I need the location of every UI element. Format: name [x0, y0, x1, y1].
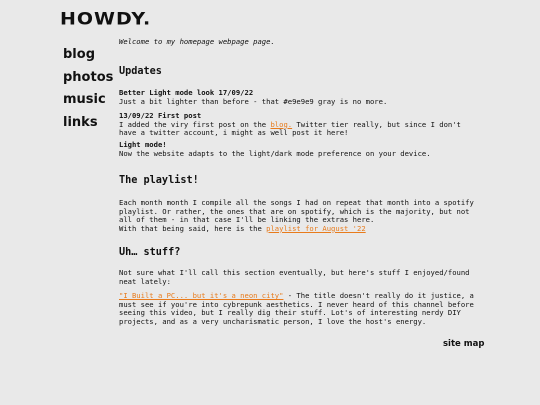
video-link[interactable]: "I Built a PC... but it's a neon city" [119, 291, 284, 300]
stuff-intro-text: Not sure what I'll call this section eventually, but here's stuff I enjoyed/found neat lately: [119, 268, 470, 286]
blog-link[interactable]: blog. [270, 119, 293, 129]
stuff-heading: Uh… stuff? [119, 247, 181, 258]
nav-link-links[interactable]: links [63, 114, 98, 130]
main-content [119, 37, 481, 326]
post-title: Better Light mode look 17/09/22 [119, 88, 254, 97]
playlist-heading: The playlist! [119, 175, 199, 186]
update-post [119, 89, 481, 106]
updates-heading: Updates [119, 66, 162, 77]
post-title: 13/09/22 First post [119, 111, 202, 120]
stuff-intro [119, 269, 481, 286]
stuff-item-text [119, 292, 481, 326]
post-title: Light mode! [119, 140, 167, 149]
playlist-section [119, 199, 481, 233]
site-map-link[interactable]: site map [443, 339, 485, 349]
update-post [119, 141, 481, 158]
post-body: Now the website adapts to the light/dark mode preference on your device. [119, 148, 431, 158]
playlist-text: Each month month I compile all the songs I had on repeat that month into a spotify playlist. Or rather, the ones that are on spotify, which is the majority, but not all of them - in that case I'll be linking the extras here. [119, 198, 474, 225]
nav-link-music[interactable]: music [63, 92, 106, 107]
playlist-line-text: With that being said, here is the [119, 223, 267, 233]
nav-link-blog[interactable]: blog [63, 47, 95, 62]
site-logo[interactable]: HOWDY. [60, 9, 152, 29]
update-post [119, 112, 481, 138]
stuff-item-desc: - The title doesn't really do it justice, a must see if you're into cybrepunk aesthetics. I never heard of this channel before seeing this video, but I really dig their stuff. Lot's of interesting nerdy DIY projects, and as a very uncharismatic person, I love the host's energy. [119, 291, 474, 326]
stuff-item [119, 292, 481, 326]
nav-link-photos[interactable]: photos [63, 69, 114, 85]
playlist-link[interactable]: playlist for August '22 [266, 223, 366, 233]
post-body-text: I added the viry first post on the [119, 119, 271, 129]
welcome-text: Welcome to my homepage webpage page. [119, 37, 275, 46]
main-nav [63, 44, 113, 134]
playlist-line [119, 225, 481, 234]
post-body: Just a bit lighter than before - that #e9e9e9 gray is no more. [119, 96, 388, 106]
post-body [119, 121, 481, 138]
post-body-text: Twitter tier really, but since I don't have a twitter account, i might as well post it here! [119, 119, 461, 138]
